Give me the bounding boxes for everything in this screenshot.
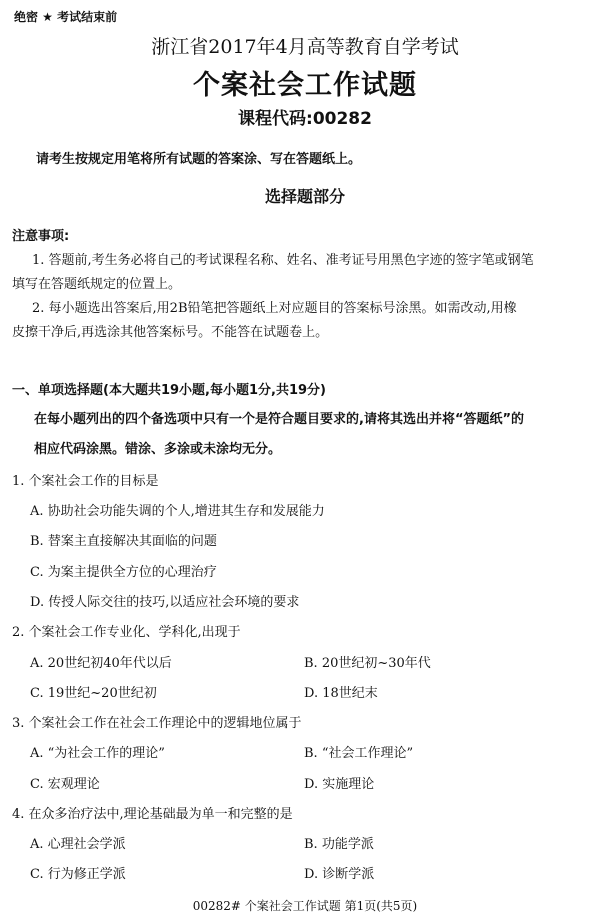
question-2-option-b[interactable]: B. 20世纪初~30年代 <box>304 656 431 671</box>
section-desc-line-2: 相应代码涂黑。错涂、多涂或未涂均无分。 <box>34 442 282 457</box>
note-item-1-line-2: 填写在答题纸规定的位置上。 <box>12 277 182 292</box>
question-1-stem: 1. 个案社会工作的目标是 <box>12 474 159 489</box>
question-3-option-d[interactable]: D. 实施理论 <box>304 777 375 792</box>
page-footer: 00282# 个案社会工作试题 第1页(共5页) <box>192 899 418 913</box>
question-1-option-a[interactable]: A. 协助社会功能失调的个人,增进其生存和发展能力 <box>30 504 325 519</box>
question-4-option-a[interactable]: A. 心理社会学派 <box>30 837 126 852</box>
question-3-option-b[interactable]: B. “社会工作理论” <box>304 746 414 761</box>
secret-mark: 绝密 ★ 考试结束前 <box>14 10 118 24</box>
part-title: 选择题部分 <box>264 187 345 206</box>
question-4-option-b[interactable]: B. 功能学派 <box>304 837 374 852</box>
question-2-option-c[interactable]: C. 19世纪~20世纪初 <box>30 686 157 701</box>
answer-instruction: 请考生按规定用笔将所有试题的答案涂、写在答题纸上。 <box>36 152 362 167</box>
note-item-2-line-2: 皮擦干净后,再选涂其他答案标号。不能答在试题卷上。 <box>12 325 329 340</box>
question-1-option-d[interactable]: D. 传授人际交往的技巧,以适应社会环境的要求 <box>30 595 300 610</box>
question-4-option-d[interactable]: D. 诊断学派 <box>304 867 375 882</box>
notes-heading: 注意事项: <box>12 229 70 244</box>
question-4-stem: 4. 在众多治疗法中,理论基础最为单一和完整的是 <box>12 807 293 822</box>
question-2-stem: 2. 个案社会工作专业化、学科化,出现于 <box>12 625 241 640</box>
note-item-1-line-1: 1. 答题前,考生务必将自己的考试课程名称、姓名、准考证号用黑色字迹的签字笔或钢笔 <box>32 253 534 268</box>
question-3-stem: 3. 个案社会工作在社会工作理论中的逻辑地位属于 <box>12 716 302 731</box>
question-1-option-c[interactable]: C. 为案主提供全方位的心理治疗 <box>30 565 217 580</box>
note-item-2-line-1: 2. 每小题选出答案后,用2B铅笔把答题纸上对应题目的答案标号涂黑。如需改动,用橡 <box>32 301 517 316</box>
question-4-option-c[interactable]: C. 行为修正学派 <box>30 867 126 882</box>
page-title: 个案社会工作试题 <box>193 70 417 101</box>
question-2-option-d[interactable]: D. 18世纪末 <box>304 686 378 701</box>
section-heading: 一、单项选择题(本大题共19小题,每小题1分,共19分) <box>12 383 326 398</box>
exam-line: 浙江省2017年4月高等教育自学考试 <box>151 36 459 58</box>
question-2-option-a[interactable]: A. 20世纪初40年代以后 <box>30 656 172 671</box>
question-3-option-c[interactable]: C. 宏观理论 <box>30 777 100 792</box>
section-desc-line-1: 在每小题列出的四个备选项中只有一个是符合题目要求的,请将其选出并将“答题纸”的 <box>34 412 525 427</box>
course-code: 课程代码:00282 <box>238 109 372 129</box>
question-1-option-b[interactable]: B. 替案主直接解决其面临的问题 <box>30 534 217 549</box>
question-3-option-a[interactable]: A. “为社会工作的理论” <box>30 746 165 761</box>
